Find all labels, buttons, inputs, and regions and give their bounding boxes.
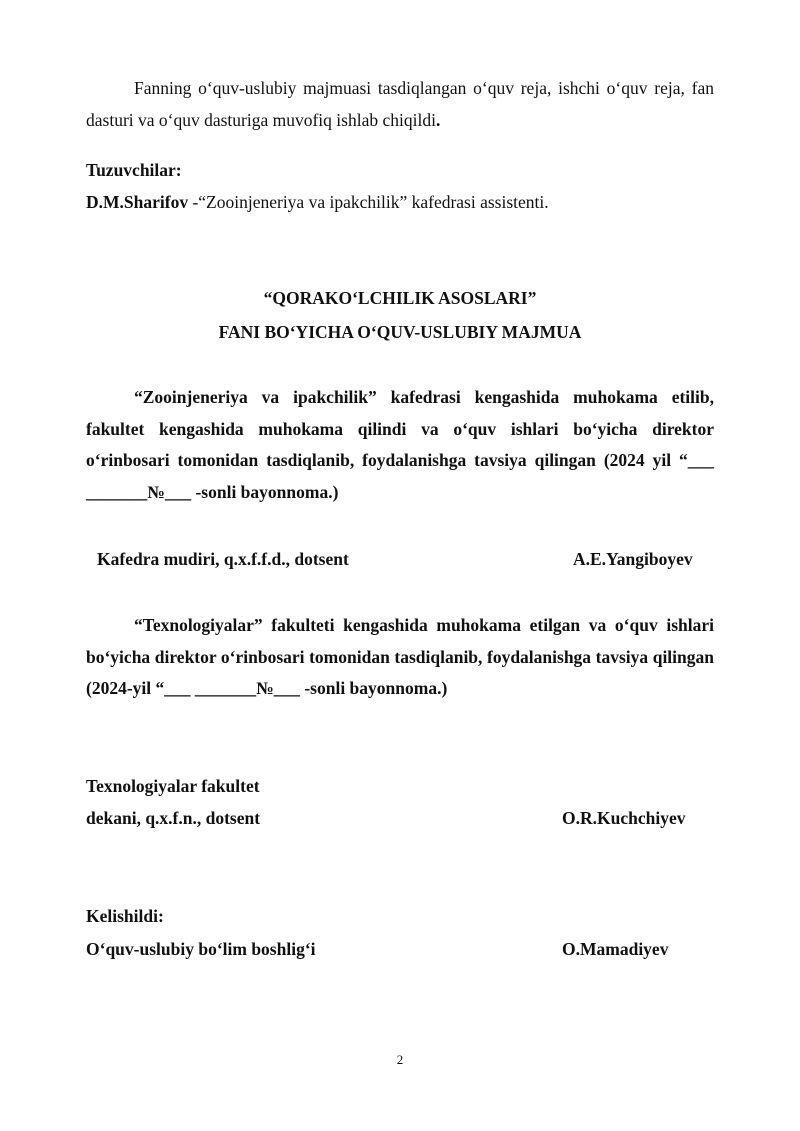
- agreed-heading: Kelishildi:: [86, 906, 164, 926]
- author-name: D.M.Sharifov: [86, 192, 189, 212]
- agreed-title: O‘quv-uslubiy bo‘lim boshlig‘i: [86, 939, 316, 959]
- intro-paragraph: [86, 73, 714, 136]
- head-of-department-name: A.E.Yangiboyev: [573, 549, 693, 569]
- author-role: -“Zooinjeneriya va ipakchilik” kafedrasi assistenti.: [188, 192, 549, 212]
- doc-title-line1: “QORAKO‘LCHILIK ASOSLARI”: [263, 288, 537, 308]
- dean-title-line1: Texnologiyalar fakultet: [86, 776, 260, 796]
- dean-name: O.R.Kuchchiyev: [562, 808, 686, 828]
- doc-title-line2: FANI BO‘YICHA O‘QUV-USLUBIY MAJMUA: [218, 322, 582, 342]
- agreed-name: O.Mamadiyev: [562, 939, 669, 959]
- author-line: [86, 192, 549, 213]
- authors-heading: Tuzuvchilar:: [86, 160, 182, 180]
- head-of-department-title: Kafedra mudiri, q.x.f.f.d., dotsent: [97, 549, 349, 569]
- intro-end: .: [435, 109, 441, 130]
- dean-title-line2: dekani, q.x.f.n., dotsent: [86, 808, 261, 828]
- department-approval-paragraph: “Zooinjeneriya va ipakchilik” kafedrasi kengashida muhokama etilib, fakultet kengashida muhokama qilindi va o‘quv ishlari bo‘yicha direktor o‘rinbosari tomonidan tasdiqlanib, foydalanishga tavsiya qilingan (2024 yil “___ _______№___ -sonli bayonnoma.): [86, 387, 714, 502]
- faculty-approval-paragraph: “Texnologiyalar” fakulteti kengashida muhokama etilgan va o‘quv ishlari bo‘yicha direktor o‘rinbosari tomonidan tasdiqlanib, foydalanishga tavsiya qilingan (2024-yil “___ _______№___ -sonli bayonnoma.): [86, 615, 714, 698]
- page-number: 2: [396, 1052, 404, 1067]
- intro-text: Fanning o‘quv-uslubiy majmuasi tasdiqlangan o‘quv reja, ishchi o‘quv reja, fan dasturi va o‘quv dasturiga muvofiq ishlab chiqildi: [86, 78, 714, 130]
